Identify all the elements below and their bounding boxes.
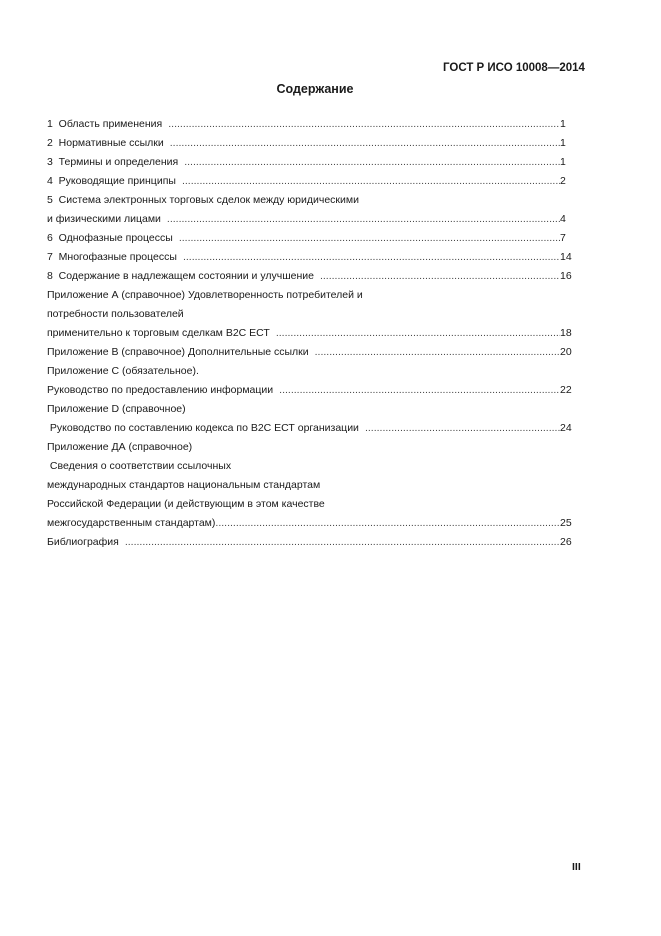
- toc-entry-label: Приложение D (справочное): [47, 403, 186, 415]
- toc-row[interactable]: [47, 307, 573, 326]
- toc-row[interactable]: [47, 383, 573, 402]
- toc-entry-page: 26: [560, 536, 572, 548]
- toc-entry-label: и физическими лицами: [47, 213, 161, 225]
- toc-row[interactable]: [47, 459, 573, 478]
- toc-row[interactable]: [47, 440, 573, 459]
- toc-row[interactable]: [47, 497, 573, 516]
- toc-entry-label: 2 Нормативные ссылки: [47, 137, 164, 149]
- toc-row[interactable]: [47, 212, 573, 231]
- toc-row[interactable]: [47, 155, 573, 174]
- toc-entry-page: 16: [560, 270, 572, 282]
- toc-entry-label: Библиография: [47, 536, 119, 548]
- toc-row[interactable]: [47, 231, 573, 250]
- toc-entry-page: 14: [560, 251, 572, 263]
- toc-entry-page: 7: [560, 232, 566, 244]
- toc-title: Содержание: [276, 82, 354, 96]
- toc-row[interactable]: [47, 421, 573, 440]
- dot-leader: [320, 269, 560, 284]
- dot-leader: [179, 231, 560, 246]
- toc-entry-page: 4: [560, 213, 566, 225]
- toc-entry-page: 2: [560, 175, 566, 187]
- toc-entry-label: 7 Многофазные процессы: [47, 251, 177, 263]
- standard-code: ГОСТ Р ИСО 10008—2014: [443, 62, 585, 74]
- toc-row[interactable]: [47, 269, 573, 288]
- toc-entry-label: применительно к торговым сделкам В2С ЕСТ: [47, 327, 270, 339]
- toc-entry-label: 4 Руководящие принципы: [47, 175, 176, 187]
- toc-entry-label: Российской Федерации (и действующим в этом качестве: [47, 498, 325, 510]
- toc-entry-page: 1: [560, 137, 566, 149]
- toc-entry-label: 3 Термины и определения: [47, 156, 179, 168]
- toc-entry-page: 25: [560, 517, 572, 529]
- toc-entry-page: 22: [560, 384, 572, 396]
- dot-leader: [315, 345, 560, 360]
- dot-leader: [182, 174, 560, 189]
- toc-row[interactable]: [47, 250, 573, 269]
- toc-row[interactable]: [47, 345, 573, 364]
- toc-row[interactable]: [47, 478, 573, 497]
- dot-leader: [125, 535, 560, 550]
- toc-entry-page: 24: [560, 422, 572, 434]
- toc-entry-label: международных стандартов национальным стандартам: [47, 479, 321, 491]
- toc-entry-label: 6 Однофазные процессы: [47, 232, 173, 244]
- toc-entry-label: 5 Система электронных торговых сделок между юридическими: [47, 194, 359, 206]
- toc-entry-label: Приложение ДА (справочное): [47, 441, 193, 453]
- toc-row[interactable]: [47, 193, 573, 212]
- toc-entry-label: Руководство по составлению кодекса по В2С ЕСТ организации: [47, 422, 359, 434]
- toc-row[interactable]: [47, 117, 573, 136]
- toc-entry-label: Руководство по предоставлению информации: [47, 384, 274, 396]
- toc-row[interactable]: [47, 364, 573, 383]
- toc-entry-label: межгосударственным стандартам): [47, 517, 216, 529]
- dot-leader: [215, 516, 560, 531]
- toc-entry-label: Приложение В (справочное) Дополнительные ссылки: [47, 346, 309, 358]
- toc-row[interactable]: [47, 136, 573, 155]
- dot-leader: [170, 136, 560, 151]
- page-number: III: [572, 861, 581, 873]
- toc-entry-label: Сведения о соответствии ссылочных: [47, 460, 232, 472]
- toc-entry-page: 1: [560, 118, 566, 130]
- table-of-contents: [47, 117, 573, 554]
- toc-row[interactable]: [47, 516, 573, 535]
- dot-leader: [365, 421, 560, 436]
- toc-entry-label: 1 Область применения: [47, 118, 163, 130]
- dot-leader: [167, 212, 560, 227]
- toc-row[interactable]: [47, 288, 573, 307]
- dot-leader: [184, 155, 560, 170]
- toc-entry-page: 20: [560, 346, 572, 358]
- dot-leader: [168, 117, 560, 132]
- dot-leader: [276, 326, 560, 341]
- toc-row[interactable]: [47, 402, 573, 421]
- toc-entry-label: Приложение С (обязательное).: [47, 365, 199, 377]
- toc-row[interactable]: [47, 174, 573, 193]
- dot-leader: [183, 250, 560, 265]
- toc-entry-page: 1: [560, 156, 566, 168]
- toc-entry-label: потребности пользователей: [47, 308, 184, 320]
- toc-row[interactable]: [47, 535, 573, 554]
- toc-entry-label: Приложение А (справочное) Удовлетворенность потребителей и: [47, 289, 363, 301]
- toc-entry-label: 8 Содержание в надлежащем состоянии и улучшение: [47, 270, 314, 282]
- dot-leader: [279, 383, 560, 398]
- toc-row[interactable]: [47, 326, 573, 345]
- toc-entry-page: 18: [560, 327, 572, 339]
